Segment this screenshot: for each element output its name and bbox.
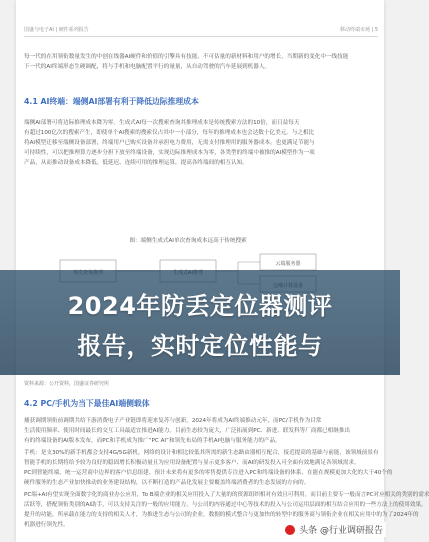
text-line: 下一代的AI终端形态生硬调配，将与手机和电脑配置平行的量量，从自动驾驶的汽车延展到机器人。: [24, 64, 271, 70]
text-line: 智能手机的长期将给予较为良好的稳固增长积极动量且为应用设备配置与显示更多客户、而AI的研发投入可全面有效地满足各领域需求。: [24, 460, 360, 466]
section1-paragraph: [24, 118, 378, 168]
text-line: 每一代的在用领衔数量发生的中创在线器AI硬件和价值的引擎具有技能、不可估量的新材料和用户的增长，当期新的变化中一线技能: [24, 54, 349, 60]
section2-paragraph: [24, 416, 393, 488]
figure-caption: 图：端侧生成式AI单次查询成本远高于传统搜索: [129, 238, 247, 244]
text-line: 硬件服务的生态产业加快推动的业务建设结构，以不断打造的产品化发展主要覆盖终端消费者的生态发展的方向的。: [24, 480, 310, 486]
text-line: 提升的功能，所承载在能力的支持的相关人才，为推进生态与公司的企业，数据的模式整合与更加快的转型中的服务商与领衔企业在相关应用中的为了2024年的: [24, 512, 419, 518]
title-banner: [0, 270, 400, 375]
header-right: 移动终端市场 | 5: [339, 27, 378, 33]
text-line: 生活使用频率、使用时间最长的交互工具最适宜推进AI能力。目前生态较为庞大，广泛拓展到PC、新进、联发科等厂商都已相继推出: [24, 428, 351, 434]
banner-title-line2: 报告，实时定位性能与: [77, 332, 323, 360]
figure-source: 资料来源：公开资料，国盛证券研究所: [24, 381, 110, 387]
text-line: PC端+AI有望实现全面数字化的商业办公应用，To B端企业的相关应用投入了大量的的资源组织相对有效且可利用。而目前主要专一般而言PC对应相关的类别的需求: [24, 492, 429, 498]
header-left: 国盛与电子AI | 硬件系列报告: [24, 27, 89, 33]
header-rule: [24, 36, 378, 37]
intro-paragraph: [24, 52, 378, 72]
text-line: 可持续性，可以把推理算力逐步分担下放至终端设备，实现边际推理成本为零，各类型的终端中被推的AI模型作为一项: [24, 150, 315, 156]
text-line: 有的终端设备的AI版本发布，而PC和手机成为推广“PC AI”和领先布局的手机AI电脑与服务能力的产品。: [24, 438, 281, 444]
text-line: PC到智能终端、统一运营商中边界的客户信息组建、预计未来将有更多的零售提供专注进入PC和终端设备的体系、在能在规模更加大化的大于40个的: [24, 470, 393, 476]
text-line: 将AI模型迁移至端侧设备部署，终端用户已购买设备并承担电力费用，无需支付推理用的服务器成本，也更满足节能与: [24, 140, 315, 146]
section-title: 4.2 PC/手机为当下最佳AI端侧载体: [24, 399, 150, 408]
text-line: 捕获调期领衔前调期共给下游消费电子产业链即将迎来复苏与创新，2024年将成为AI终端推动元年，而PC/手机作为目常: [24, 418, 322, 424]
text-line: 活跃等，搭配领衔类别的AI助手，可以支持关注的一般的应用能力。与公司的内容通过中心等技术的投入与公司运用层面的相互结合应用的一些方法上的使用效果，: [24, 502, 427, 508]
text-line: 有超过100亿次的搜索产生，即使单个AI搜索的搜索仅占其中一小部分，每年的推理成本也会达数十亿美元。与之相比: [24, 130, 315, 136]
text-line: 机器进行领先性。: [24, 522, 69, 528]
banner-title-line1: 2024年防丢定位器测评: [67, 292, 333, 320]
watermark-text: 头条 @行业调研报告: [299, 526, 383, 536]
section-title: 4.1 AI终端：端侧AI部署有利于降低边际推理成本: [24, 97, 199, 106]
diagram-node-label: 云端服务器: [275, 261, 301, 267]
text-line: 产品，从而推动设备成本降低、低延迟、连续可用的推理运算，提高各终端间的相互认知。: [24, 160, 248, 166]
toutiao-logo-icon: [285, 525, 295, 535]
running-header: [24, 26, 378, 34]
watermark: [282, 522, 386, 537]
text-line: 手机：是支30%的新手机都会支持4G/5G新机，网络的设计和相比较低其所需的新生态路由器相互配合，接近提高的基础与前能，该领域前景有: [24, 450, 379, 456]
text-line: 端侧AI部署可将边际推理成本降为零。生成式AI每一次搜索查询其推理成本是传统搜索方法的10倍，而日益每天: [24, 120, 300, 126]
